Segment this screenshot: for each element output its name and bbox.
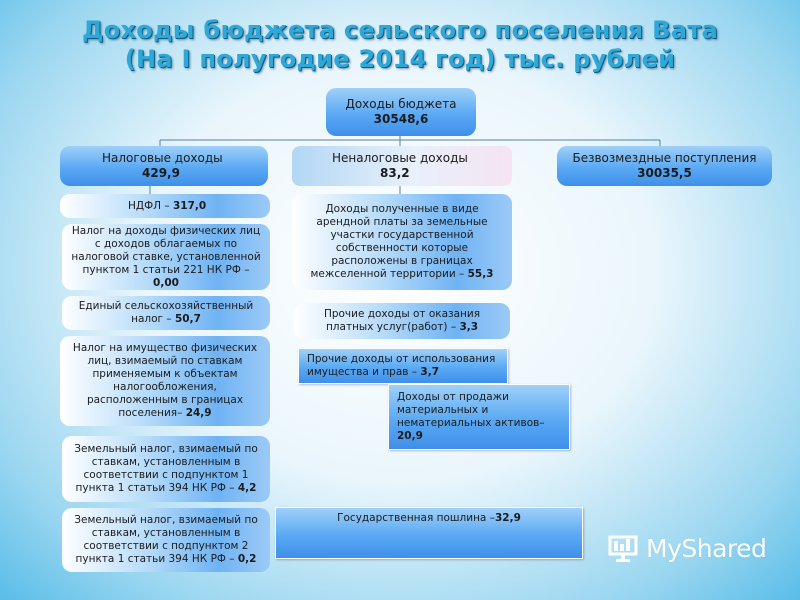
tax-item-text: Земельный налог, взимаемый по ставкам, установленным в соответствии с подпунктом 2 пункта 1 статьи 394 НК РФ – (74, 514, 258, 565)
tax-income-value: 429,9 (142, 166, 180, 180)
tax-item-ndfl-221 (62, 224, 270, 290)
nontax-item-property-use (298, 348, 508, 384)
free-receipts-value: 30035,5 (637, 166, 692, 180)
tax-item-value: 24,9 (185, 407, 212, 419)
nontax-item-state-duty (275, 507, 583, 559)
tax-item-value: 50,7 (174, 313, 201, 325)
tax-income-label: Налоговые доходы (102, 151, 223, 165)
tax-income-box (60, 146, 268, 186)
tax-item-esn (62, 296, 270, 330)
tax-item-value: 317,0 (172, 199, 207, 212)
nontax-item-text: Прочие доходы от оказания платных услуг(работ) – (323, 308, 481, 333)
nontax-income-box (292, 146, 512, 186)
budget-root-box (326, 88, 476, 136)
tax-item-value: 4,2 (237, 482, 257, 494)
free-receipts-box (557, 146, 772, 186)
nontax-item-text: Прочие доходы от использования имущества и прав – (307, 353, 496, 378)
nontax-income-value: 83,2 (380, 166, 410, 180)
budget-root-label: Доходы бюджета (345, 97, 457, 111)
tax-item-ndfl (60, 194, 270, 218)
nontax-item-text: Доходы от продажи материальных и нематериальных активов– (397, 391, 545, 429)
nontax-item-value: 3,3 (459, 321, 479, 333)
page-title-line2: (На I полугодие 2014 год) тыс. рублей (124, 45, 676, 73)
tax-item-text: Налог на имущество физических лиц, взимаемый по ставкам применяемым к объектам налогообложения, расположенным в границах поселения– (72, 342, 258, 419)
tax-item-land-2 (62, 508, 270, 572)
nontax-item-text: Государственная пошлина – (337, 512, 495, 524)
watermark-logo (608, 533, 766, 563)
tax-item-text: НДФЛ – (128, 199, 173, 212)
nontax-item-services (294, 303, 510, 339)
nontax-income-label: Неналоговые доходы (332, 151, 468, 165)
nontax-item-rent (292, 194, 512, 290)
tax-item-value: 0,00 (153, 276, 179, 289)
nontax-item-value: 55,3 (467, 268, 494, 280)
tax-item-value: 0,2 (237, 553, 257, 565)
page-title-line1: Доходы бюджета сельского поселения Вата (82, 16, 718, 44)
budget-root-value: 30548,6 (373, 112, 429, 126)
nontax-item-value: 3,7 (420, 366, 440, 378)
nontax-item-asset-sales (388, 384, 570, 450)
nontax-item-text: Доходы полученные в виде арендной платы за земельные участки государственной собственности которые расположены в границах межселенной территории – (310, 203, 488, 280)
tax-item-land-1 (62, 436, 270, 502)
nontax-item-value: 20,9 (397, 430, 423, 442)
tax-item-text: Налог на доходы физических лиц с доходов облагаемых по налоговой ставке, установленной пунктом 1 статьи 221 НК РФ – (71, 224, 261, 276)
tax-item-text: Единый сельскохозяйственный налог – (78, 300, 254, 325)
free-receipts-label: Безвозмездные поступления (572, 151, 757, 165)
nontax-item-value: 32,9 (494, 512, 521, 524)
tax-item-text: Земельный налог, взимаемый по ставкам, установленным в соответствии с подпунктом 1 пункта 1 статьи 394 НК РФ – (74, 443, 258, 494)
myshared-logo-icon (608, 533, 642, 563)
watermark-text: MyShared (646, 533, 767, 563)
tax-item-property (60, 336, 270, 426)
